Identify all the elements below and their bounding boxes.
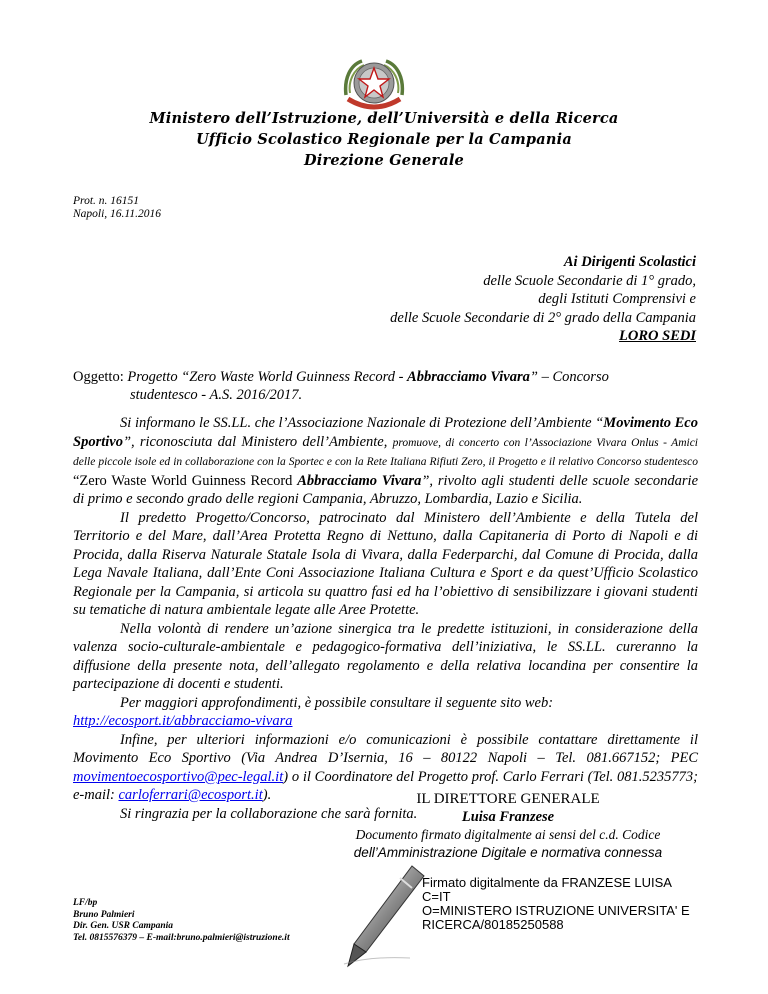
digital-signature-line: Firmato digitalmente da FRANZESE LUISA (422, 875, 672, 890)
footer-line: Dir. Gen. USR Campania (73, 921, 174, 931)
ministry-header (0, 108, 768, 171)
body-paragraph: Nella volontà di rendere un’azione sinergica tra le predette istituzioni, in considerazione della valenza socio-culturale-ambientale e pedagogico-formativa dell’iniziativa, le SS.LL. cureranno la diffusione della presente nota, dell’allegato regolamento e della relativa locandina per consentire la partecipazione di docenti e studenti. (73, 620, 698, 692)
subject-bold: Abbracciamo Vivara (407, 369, 530, 385)
body-text: ”, rivolto agli studenti delle scuole secondarie di primo e secondo grado delle regioni Campania, Abruzzo, Lombardia, Lazio e Sicilia. (73, 472, 699, 507)
addressee-line: LORO SEDI (619, 328, 696, 344)
subject-text: ” – Concorso (529, 369, 609, 385)
body-text: Infine, per ulteriori informazioni e/o comunicazioni è possibile contattare direttamente il Movimento Eco Sportivo (Via Andrea D’Isernia, 16 – 80122 Napoli – Tel. 081.667152; PEC (73, 731, 698, 766)
digital-signature-line: O=MINISTERO ISTRUZIONE UNIVERSITA' E (422, 903, 690, 918)
body-paragraph: Il predetto Progetto/Concorso, patrocinato dal Ministero dell’Ambiente e della Tutela del Territorio e del Mare, dall’Area Protetta Regno di Nettuno, dalla Capitaneria di Porto di Napoli e di Procida, dalla Riserva Naturale Statale Isola di Vivara, dalla Federparchi, dal Comune di Procida, dalla Lega Navale Italiana, dall’Ente Coni Associazione Italiana Cultura e Sport e da quest’Ufficio Scolastico Regionale per la Campania, si articola su quattro fasi ed ha l’obiettivo di sensibilizzare i giovani studenti su tematiche di natura ambientale legate alle Aree Protette. (73, 509, 698, 618)
subject-label: Oggetto: (73, 369, 124, 385)
addressee-line: degli Istituti Comprensivi e (538, 291, 696, 307)
ministry-name: Ministero dell’Istruzione, dell’Università e della Ricerca (149, 110, 619, 127)
body-small-text: promuove, di concerto con l’Associazione Vivara Onlus - Amici delle piccole isole ed in collaborazione con la Sportec e con la Rete Italiana Rifiuti Zero, il Progetto e il relativo Concorso studentesco (73, 436, 698, 468)
footer-line: Tel. 0815576379 – E-mail:bruno.palmieri@istruzione.it (73, 932, 290, 943)
addressee-line: delle Scuole Secondarie di 2° grado della Campania (390, 309, 696, 326)
subject-block (73, 368, 698, 404)
digital-signature-line: C=IT (422, 889, 451, 904)
body-bold: Movimento Eco Sportivo (73, 415, 698, 450)
body-upright-text: “Zero Waste World Guinness Record (73, 472, 293, 489)
footer-line: LF/bp (73, 898, 98, 908)
body-paragraph: Per maggiori approfondimenti, è possibile consultare il seguente sito web: (120, 694, 554, 711)
footer-contact (73, 898, 290, 944)
italian-republic-emblem-icon (340, 55, 408, 115)
subject-text: Progetto “Zero Waste World Guinness Record - (127, 369, 408, 385)
signer-title: IL DIRETTORE GENERALE (416, 791, 600, 807)
body-text: ) o il Coordinatore del Progetto prof. Carlo Ferrari (Tel. 081.5235773; e-mail: (73, 768, 698, 803)
signer-name: Luisa Franzese (461, 809, 555, 825)
pec-email-link[interactable]: movimentoecosportivo@pec-legal.it (73, 768, 284, 785)
signature-block (318, 790, 698, 861)
subject-line2: studentesco - A.S. 2016/2017. (130, 387, 303, 403)
signature-note: dell’Amministrazione Digitale e normativa connessa (353, 845, 663, 860)
coordinator-email-link[interactable]: carloferrari@ecosport.it (118, 787, 263, 803)
project-website-link[interactable]: http://ecosport.it/abbracciamo-vivara (73, 713, 293, 729)
body-text: ). (262, 787, 272, 803)
protocol-info (73, 195, 161, 221)
addressees-block (390, 253, 696, 346)
body-paragraph: Si ringrazia per la collaborazione che sarà fornita. (120, 805, 418, 822)
office-name: Ufficio Scolastico Regionale per la Campania (196, 131, 572, 148)
footer-line: Bruno Palmieri (73, 909, 135, 920)
body-bold: Abbracciamo Vivara (297, 472, 422, 489)
digital-signature-line: RICERCA/80185250588 (422, 917, 564, 932)
protocol-number: Prot. n. 16151 (73, 195, 140, 207)
body-text: ”, riconosciuta dal Ministero dell’Ambiente, (122, 433, 393, 450)
body-text: Si informano le SS.LL. che l’Associazione Nazionale di Protezione dell’Ambiente “ (120, 415, 604, 431)
pen-icon (340, 860, 430, 970)
place-date: Napoli, 16.11.2016 (73, 208, 161, 220)
body-paragraph (73, 414, 698, 509)
digital-signature-stamp (422, 876, 690, 932)
addressee-line: delle Scuole Secondarie di 1° grado, (483, 272, 696, 289)
signature-note: Documento firmato digitalmente ai sensi del c.d. Codice (355, 827, 661, 842)
directorate-name: Direzione Generale (304, 152, 464, 169)
letter-body (73, 414, 698, 823)
addressee-line: Ai Dirigenti Scolastici (563, 254, 696, 270)
